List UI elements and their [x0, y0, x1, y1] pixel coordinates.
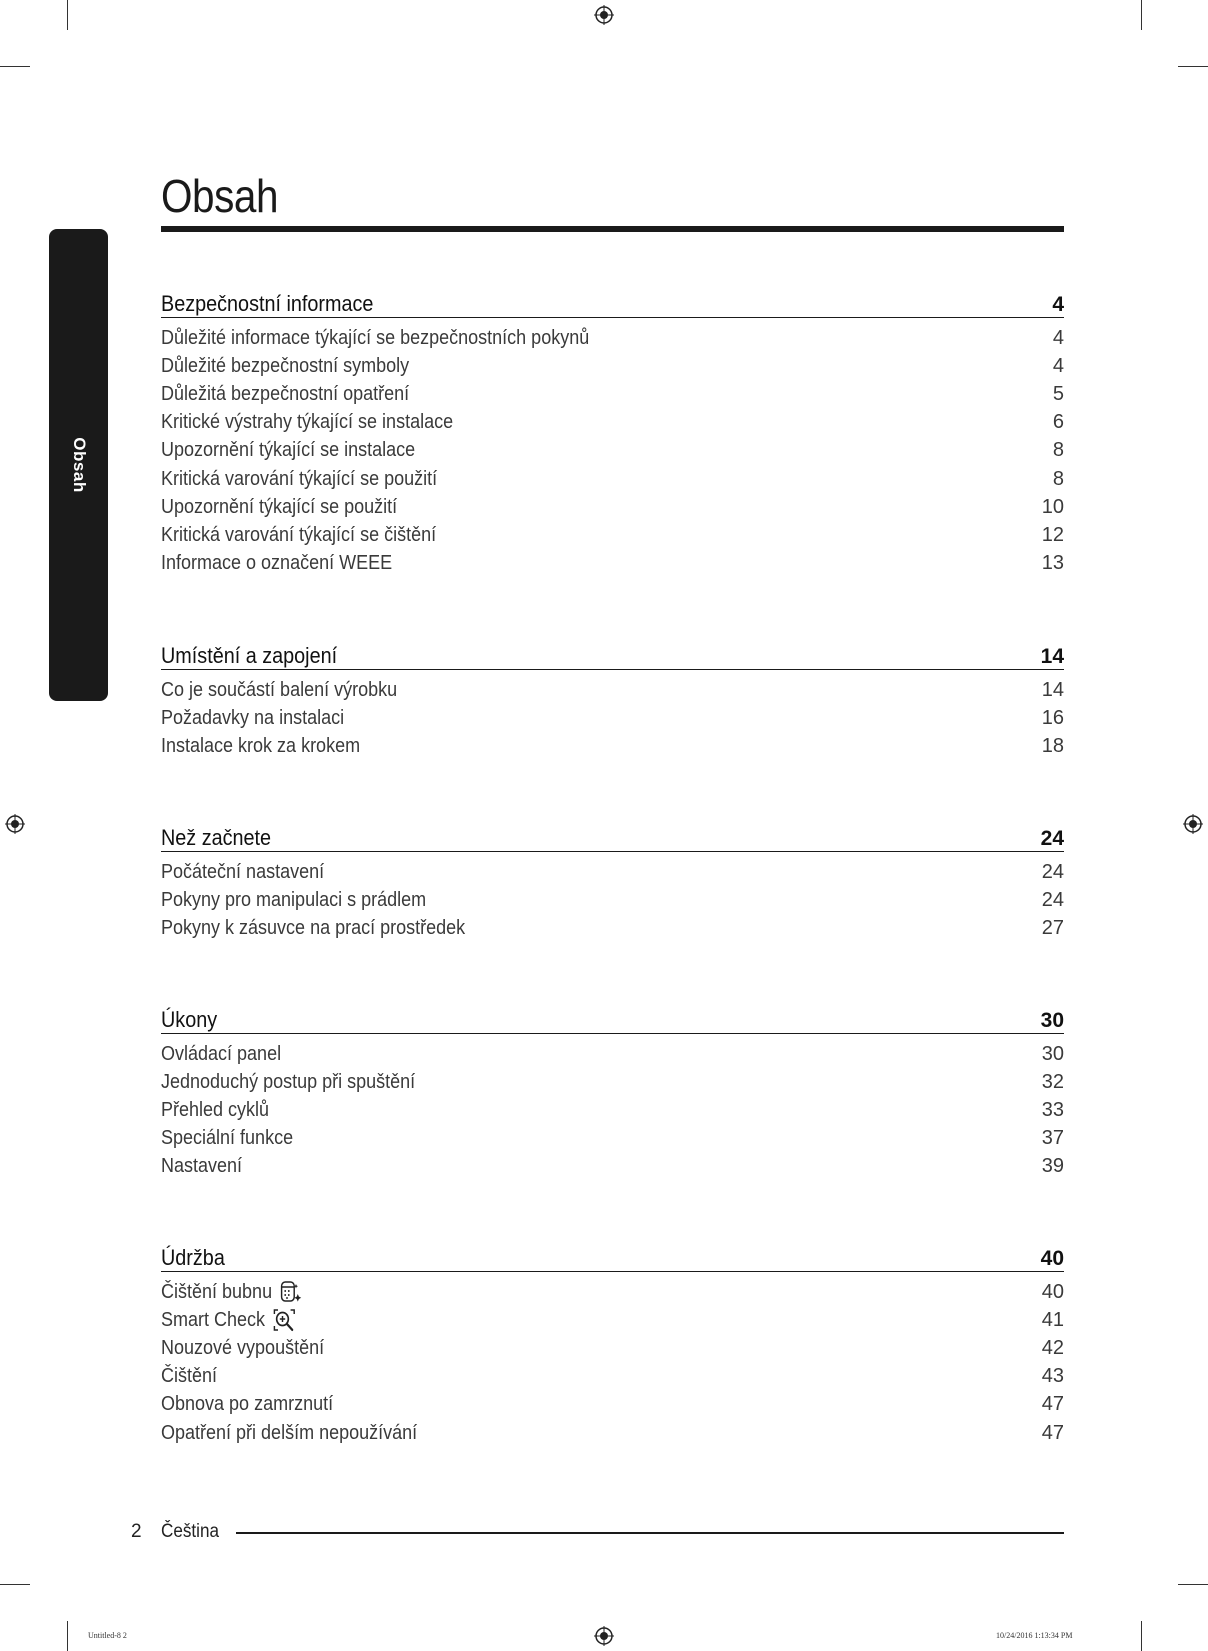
- drum-clean-icon: [279, 1279, 302, 1305]
- toc-entry-page: 40: [1041, 1280, 1064, 1303]
- toc-entry-text: Požadavky na instalaci: [161, 706, 345, 729]
- toc-entry[interactable]: [161, 1419, 1064, 1447]
- toc-section: [161, 638, 1064, 761]
- toc-entry-text: Čištění: [161, 1365, 218, 1388]
- registration-mark-icon: [5, 814, 25, 834]
- toc-section: [161, 820, 1064, 943]
- crop-mark: [1178, 1584, 1208, 1585]
- side-tab-label: Obsah: [69, 437, 89, 493]
- side-tab: [49, 229, 108, 701]
- toc-entry-text: Informace o označení WEEE: [161, 552, 393, 575]
- toc-entry-label: [161, 1307, 296, 1333]
- crop-mark: [1141, 1621, 1142, 1651]
- toc-section-heading[interactable]: [161, 286, 1064, 318]
- toc-entry-label: [161, 468, 437, 491]
- toc-entry-page: 27: [1041, 916, 1064, 939]
- toc-entry-label: [161, 679, 397, 702]
- toc-entry-text: Opatření při delším nepoužívání: [161, 1421, 418, 1444]
- toc-entry-label: [161, 707, 344, 730]
- toc-entry-page: 42: [1041, 1336, 1064, 1359]
- toc-entry-page: 13: [1041, 552, 1064, 575]
- toc-section-page: 30: [1040, 1009, 1064, 1032]
- toc-section-heading[interactable]: [161, 1002, 1064, 1034]
- crop-mark: [1178, 66, 1208, 67]
- toc-entry-text: Nouzové vypouštění: [161, 1336, 325, 1359]
- toc-entry-text: Kritická varování týkající se použití: [161, 467, 438, 490]
- toc-entry[interactable]: [161, 465, 1064, 493]
- print-slug-file: Untitled-8 2: [88, 1631, 127, 1640]
- toc-section: [161, 286, 1064, 578]
- toc-entry[interactable]: [161, 1306, 1064, 1334]
- toc-entry-page: 43: [1041, 1365, 1064, 1388]
- toc-entry-list: [161, 676, 1064, 761]
- toc-section-title: Umístění a zapojení: [161, 643, 338, 668]
- toc-entry-page: 4: [1052, 326, 1064, 349]
- toc-entry-text: Pokyny pro manipulaci s prádlem: [161, 888, 427, 911]
- toc-entry-page: 32: [1041, 1070, 1064, 1093]
- toc-entry-text: Přehled cyklů: [161, 1098, 270, 1121]
- toc-section: [161, 1002, 1064, 1181]
- crop-mark: [67, 0, 68, 30]
- toc-entry[interactable]: [161, 858, 1064, 886]
- toc-entry-text: Důležitá bezpečnostní opatření: [161, 382, 410, 405]
- toc-entry[interactable]: [161, 352, 1064, 380]
- toc-entry[interactable]: [161, 704, 1064, 732]
- toc-entry-text: Počáteční nastavení: [161, 860, 325, 883]
- toc-entry-list: [161, 1040, 1064, 1181]
- toc-entry-page: 24: [1041, 888, 1064, 911]
- crop-mark: [0, 66, 30, 67]
- crop-mark: [1141, 0, 1142, 30]
- toc-entry-label: [161, 917, 465, 940]
- toc-entry-label: [161, 1337, 324, 1360]
- toc-entry[interactable]: [161, 521, 1064, 549]
- toc-entry-label: [161, 1279, 303, 1305]
- toc-entry-text: Kritické výstrahy týkající se instalace: [161, 411, 454, 434]
- toc-entry-page: 5: [1052, 382, 1064, 405]
- toc-entry-page: 14: [1041, 678, 1064, 701]
- toc-entry-text: Instalace krok za krokem: [161, 734, 361, 757]
- toc-section-heading[interactable]: [161, 1240, 1064, 1272]
- smart-check-icon: [272, 1307, 295, 1333]
- toc-entry-text: Důležité bezpečnostní symboly: [161, 354, 410, 377]
- toc-entry-text: Pokyny k zásuvce na prací prostředek: [161, 916, 466, 939]
- toc-entry-text: Kritická varování týkající se čištění: [161, 523, 437, 546]
- toc-entry-label: [161, 1422, 417, 1445]
- toc-entry[interactable]: [161, 493, 1064, 521]
- toc-entry[interactable]: [161, 1363, 1064, 1391]
- crop-mark: [0, 1584, 30, 1585]
- toc-entry-label: [161, 383, 409, 406]
- toc-entry[interactable]: [161, 676, 1064, 704]
- toc-section-page: 40: [1040, 1247, 1064, 1270]
- toc-entry[interactable]: [161, 1068, 1064, 1096]
- toc-entry-label: [161, 411, 453, 434]
- toc-entry-text: Čištění bubnu: [161, 1280, 273, 1303]
- toc-entry-label: [161, 889, 426, 912]
- toc-section-page: 24: [1040, 827, 1064, 850]
- toc-entry-label: [161, 1127, 293, 1150]
- toc-entry-label: [161, 524, 436, 547]
- toc-entry-label: [161, 327, 589, 350]
- toc-entry-page: 8: [1052, 439, 1064, 462]
- toc-entry-text: Co je součástí balení výrobku: [161, 678, 398, 701]
- toc-entry[interactable]: [161, 1334, 1064, 1362]
- toc-entry-label: [161, 496, 397, 519]
- toc-section-page: 4: [1052, 293, 1064, 316]
- toc-entry[interactable]: [161, 886, 1064, 914]
- toc-entry-list: [161, 858, 1064, 943]
- toc-entry-text: Obnova po zamrznutí: [161, 1393, 334, 1416]
- toc-entry-page: 30: [1041, 1042, 1064, 1065]
- toc-section-title: Než začnete: [161, 825, 272, 850]
- toc-entry[interactable]: [161, 550, 1064, 578]
- toc-entry[interactable]: [161, 1125, 1064, 1153]
- page-title: Obsah: [161, 170, 279, 222]
- toc-entry-list: [161, 1278, 1064, 1447]
- toc-entry-page: 10: [1041, 495, 1064, 518]
- toc-entry[interactable]: [161, 324, 1064, 352]
- toc-entry[interactable]: [161, 1391, 1064, 1419]
- toc-entry-page: 18: [1041, 734, 1064, 757]
- toc-entry-text: Smart Check: [161, 1308, 266, 1331]
- toc-entry[interactable]: [161, 1153, 1064, 1181]
- toc-entry-list: [161, 324, 1064, 578]
- registration-mark-icon: [594, 5, 614, 25]
- toc-entry-text: Jednoduchý postup při spuštění: [161, 1070, 416, 1093]
- toc-section-title: Bezpečnostní informace: [161, 291, 374, 316]
- toc-entry-page: 24: [1041, 860, 1064, 883]
- toc-section-title: Údržba: [161, 1245, 225, 1270]
- toc-entry-label: [161, 439, 415, 462]
- toc-entry-text: Ovládací panel: [161, 1042, 282, 1065]
- print-slug-timestamp: 10/24/2016 1:13:34 PM: [996, 1631, 1073, 1640]
- toc-entry[interactable]: [161, 380, 1064, 408]
- title-rule: [161, 226, 1064, 232]
- toc-entry[interactable]: [161, 1278, 1064, 1306]
- toc-entry[interactable]: [161, 1040, 1064, 1068]
- toc-entry-label: [161, 1393, 333, 1416]
- page-number: 2: [131, 1521, 142, 1542]
- registration-mark-icon: [1183, 814, 1203, 834]
- toc-entry[interactable]: [161, 1096, 1064, 1124]
- toc-entry-page: 47: [1041, 1421, 1064, 1444]
- toc-entry-label: [161, 1155, 242, 1178]
- page-language: Čeština: [161, 1521, 219, 1542]
- toc-entry-page: 37: [1041, 1127, 1064, 1150]
- toc-entry[interactable]: [161, 914, 1064, 942]
- toc-entry[interactable]: [161, 437, 1064, 465]
- registration-mark-icon: [594, 1626, 614, 1646]
- toc-entry-page: 39: [1041, 1155, 1064, 1178]
- toc-entry[interactable]: [161, 409, 1064, 437]
- toc-entry-label: [161, 1043, 281, 1066]
- toc-section: [161, 1240, 1064, 1447]
- toc-section-heading[interactable]: [161, 820, 1064, 852]
- toc-entry-text: Nastavení: [161, 1155, 243, 1178]
- toc-entry-label: [161, 735, 360, 758]
- toc-entry-page: 4: [1052, 354, 1064, 377]
- footer-rule: [236, 1532, 1064, 1534]
- toc-entry-page: 8: [1052, 467, 1064, 490]
- toc-entry-text: Upozornění týkající se použití: [161, 495, 398, 518]
- toc-entry-label: [161, 1365, 217, 1388]
- toc-section-heading[interactable]: [161, 638, 1064, 670]
- toc-entry-text: Důležité informace týkající se bezpečnostních pokynů: [161, 326, 590, 349]
- toc-entry-page: 41: [1041, 1308, 1064, 1331]
- toc-entry-label: [161, 355, 409, 378]
- toc-entry-page: 33: [1041, 1098, 1064, 1121]
- toc-entry-text: Speciální funkce: [161, 1127, 294, 1150]
- toc-entry-page: 16: [1041, 706, 1064, 729]
- toc-entry-label: [161, 861, 324, 884]
- toc-entry-label: [161, 1071, 415, 1094]
- toc-entry-page: 6: [1052, 411, 1064, 434]
- toc-entry-label: [161, 1099, 269, 1122]
- toc-entry-text: Upozornění týkající se instalace: [161, 439, 416, 462]
- toc-entry-page: 47: [1041, 1393, 1064, 1416]
- toc-section-title: Úkony: [161, 1007, 218, 1032]
- crop-mark: [67, 1621, 68, 1651]
- toc-section-page: 14: [1040, 645, 1064, 668]
- toc-entry-page: 12: [1041, 523, 1064, 546]
- toc-entry[interactable]: [161, 732, 1064, 760]
- toc-entry-label: [161, 552, 392, 575]
